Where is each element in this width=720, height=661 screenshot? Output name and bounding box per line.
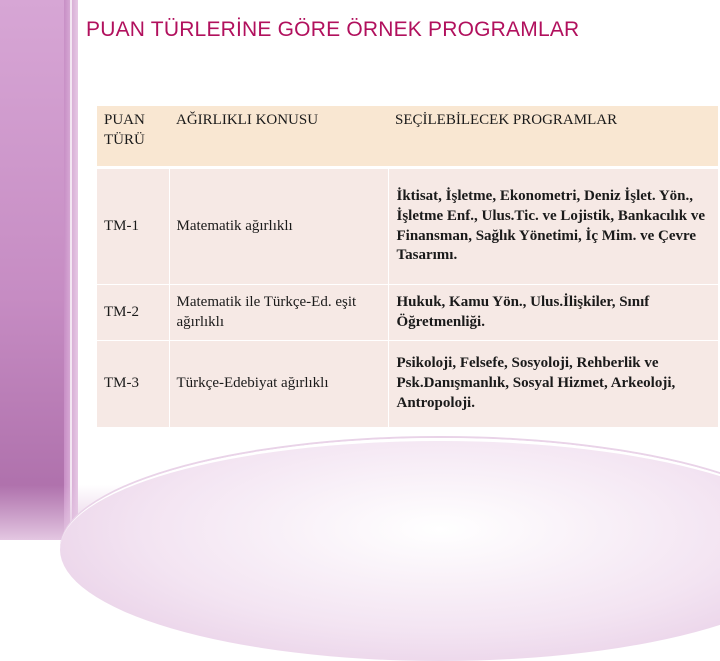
header-score-type: PUAN TÜRÜ [97, 106, 169, 168]
cell-weight-subject: Matematik ile Türkçe-Ed. eşit ağırlıklı [169, 285, 388, 341]
header-programs: SEÇİLEBİLECEK PROGRAMLAR [388, 106, 718, 168]
cell-programs: Hukuk, Kamu Yön., Ulus.İlişkiler, Sınıf Öğretmenliği. [388, 285, 718, 341]
left-band-line [70, 0, 72, 540]
cell-score-type: TM-3 [97, 341, 169, 428]
cell-programs: İktisat, İşletme, Ekonometri, Deniz İşlet. Yön., İşletme Enf., Ulus.Tic. ve Lojistik, Bankacılık ve Finansman, Sağlık Yönetimi, İç Mim. ve Çevre Tasarımı. [388, 168, 718, 285]
table-header-row [97, 106, 718, 168]
cell-programs: Psikoloji, Felsefe, Sosyoloji, Rehberlik ve Psk.Danışmanlık, Sosyal Hizmet, Arkeoloji, Antropoloji. [388, 341, 718, 428]
bottom-decorative-curve [60, 438, 720, 661]
cell-score-type: TM-2 [97, 285, 169, 341]
table-row [97, 285, 718, 341]
cell-weight-subject: Matematik ağırlıklı [169, 168, 388, 285]
table-row [97, 341, 718, 428]
table-row [97, 168, 718, 285]
programs-table [97, 106, 718, 427]
header-weight-subject: AĞIRLIKLI KONUSU [169, 106, 388, 168]
page-title: PUAN TÜRLERİNE GÖRE ÖRNEK PROGRAMLAR [86, 18, 580, 41]
cell-weight-subject: Türkçe-Edebiyat ağırlıklı [169, 341, 388, 428]
cell-score-type: TM-1 [97, 168, 169, 285]
